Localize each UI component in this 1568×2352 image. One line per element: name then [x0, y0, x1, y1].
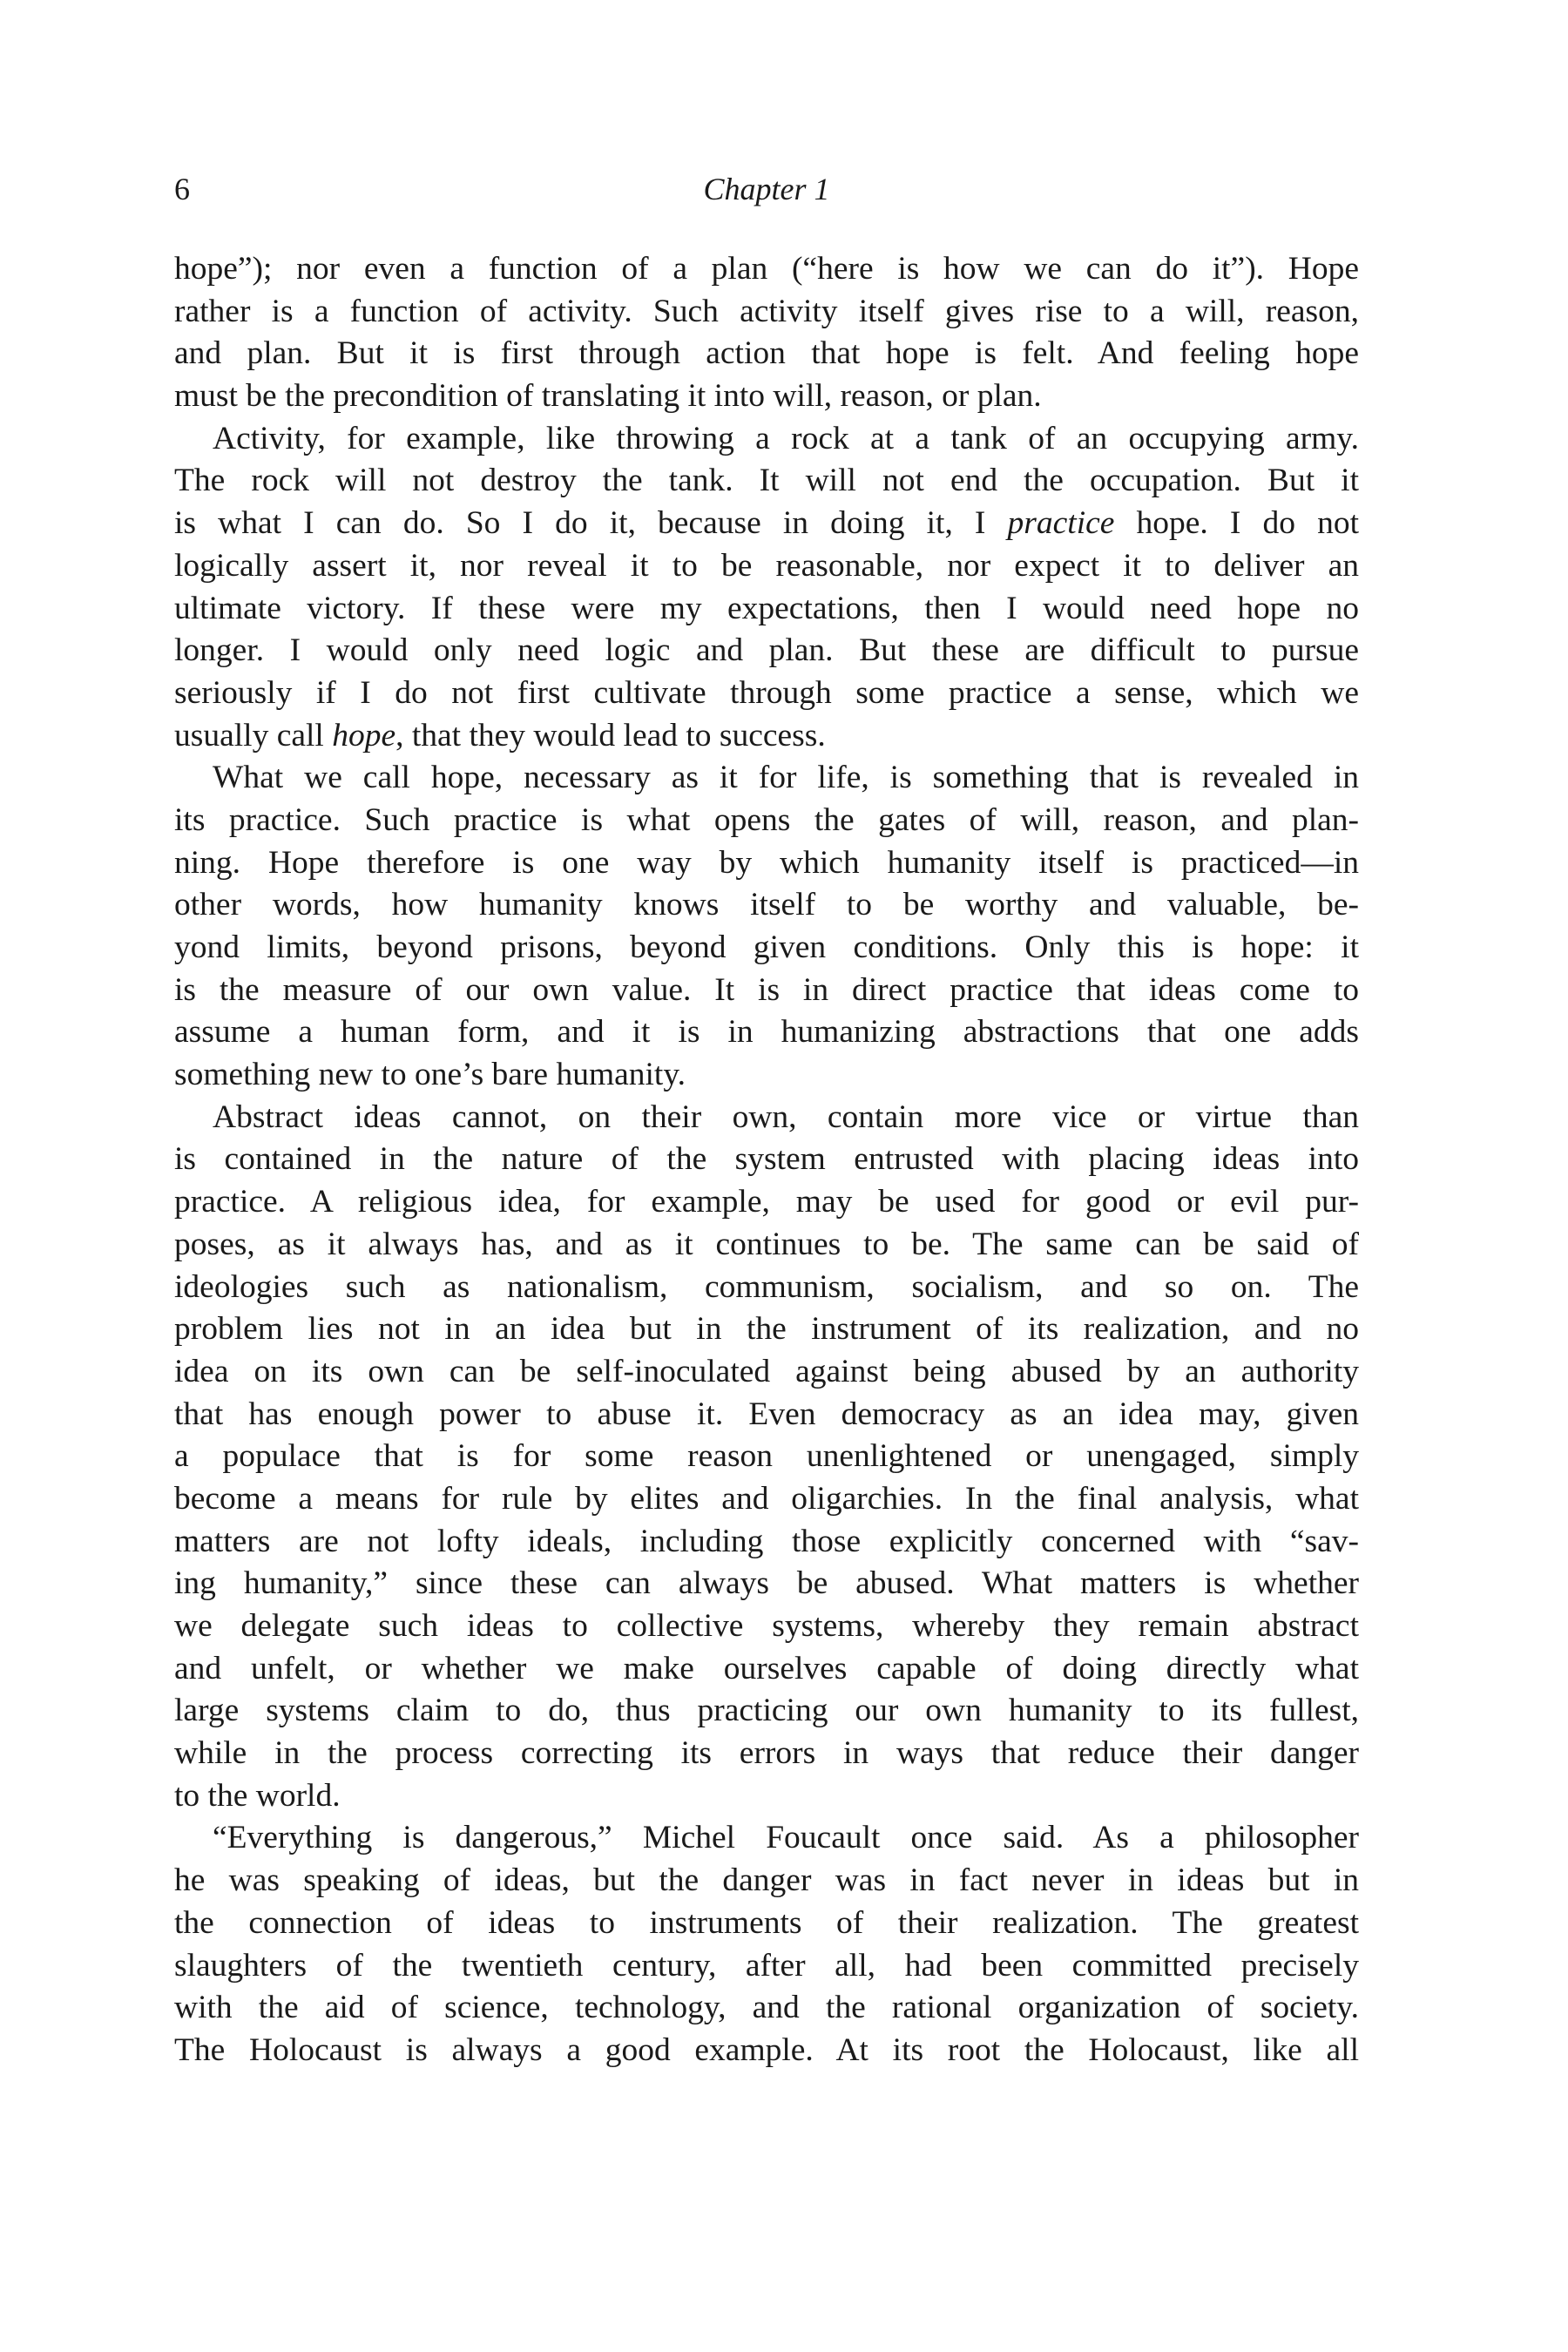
- body-text: [174, 248, 1359, 2072]
- text-segment: idea on its own can be self-inoculated against being abused by an authority: [174, 1353, 1359, 1389]
- page-header: [174, 167, 1359, 211]
- text-line: [174, 1945, 1359, 1988]
- text-line: [174, 1648, 1359, 1691]
- text-segment: a populace that is for some reason unenlightened or unengaged, simply: [174, 1438, 1359, 1475]
- text-line: [174, 1267, 1359, 1309]
- text-segment: while in the process correcting its errors in ways that reduce their danger: [174, 1735, 1359, 1772]
- text-line: [174, 1903, 1359, 1945]
- text-line: [174, 927, 1359, 970]
- text-segment: ultimate victory. If these were my expectations, then I would need hope no: [174, 590, 1359, 626]
- text-segment: slaughters of the twentieth century, after all, had been committed precisely: [174, 1947, 1359, 1984]
- text-line: [174, 715, 1359, 758]
- text-line: [174, 1351, 1359, 1394]
- text-line: [174, 1097, 1359, 1139]
- text-segment: ing humanity,” since these can always be abused. What matters is whether: [174, 1565, 1359, 1602]
- text-line: [174, 2030, 1359, 2072]
- text-line: [174, 672, 1359, 715]
- text-segment: hope”); nor even a function of a plan (“here is how we can do it”). Hope: [174, 251, 1359, 287]
- text-segment: to the world.: [174, 1777, 341, 1814]
- page-number: 6: [174, 172, 190, 206]
- text-segment: longer. I would only need logic and plan. But these are difficult to pursue: [174, 632, 1359, 669]
- text-segment: is what I can do. So I do it, because in doing it, I: [174, 505, 1008, 542]
- text-line: [174, 291, 1359, 334]
- text-line: [174, 1563, 1359, 1605]
- text-line: [174, 1860, 1359, 1903]
- text-segment: is the measure of our own value. It is in direct practice that ideas come to: [174, 971, 1359, 1008]
- text-line: [174, 1987, 1359, 2030]
- text-segment: matters are not lofty ideals, including those explicitly concerned with “sav-: [174, 1523, 1359, 1559]
- text-line: [174, 545, 1359, 588]
- text-line: [174, 1605, 1359, 1648]
- text-segment: problem lies not in an idea but in the instrument of its realization, and no: [174, 1311, 1359, 1348]
- paragraph: [174, 248, 1359, 418]
- text-segment: ning. Hope therefore is one way by which humanity itself is practiced—in: [174, 844, 1359, 881]
- paragraph: [174, 1817, 1359, 2072]
- text-segment: Activity, for example, like throwing a rock at a tank of an occupying army.: [213, 420, 1359, 456]
- text-segment: poses, as it always has, and as it continues to be. The same can be said of: [174, 1226, 1359, 1262]
- text-line: [174, 1775, 1359, 1818]
- text-segment: ideologies such as nationalism, communism, socialism, and so on. The: [174, 1268, 1359, 1305]
- text-segment: practice. A religious idea, for example, may be used for good or evil pur-: [174, 1184, 1359, 1220]
- text-line: [174, 970, 1359, 1012]
- text-line: [174, 800, 1359, 842]
- text-segment: become a means for rule by elites and oligarchies. In the final analysis, what: [174, 1480, 1359, 1517]
- text-line: [174, 1733, 1359, 1775]
- text-segment: logically assert it, nor reveal it to be reasonable, nor expect it to deliver an: [174, 547, 1359, 584]
- text-segment: and plan. But it is first through action that hope is felt. And feeling hope: [174, 335, 1359, 372]
- text-segment: that has enough power to abuse it. Even democracy as an idea may, given: [174, 1396, 1359, 1432]
- text-line: [174, 1521, 1359, 1564]
- text-segment: he was speaking of ideas, but the danger was in fact never in ideas but in: [174, 1862, 1359, 1899]
- text-segment: The Holocaust is always a good example. At its root the Holocaust, like all: [174, 2031, 1359, 2068]
- emphasized-text: hope: [332, 717, 396, 754]
- text-line: [174, 503, 1359, 545]
- text-segment: we delegate such ideas to collective systems, whereby they remain abstract: [174, 1608, 1359, 1644]
- text-segment: is contained in the nature of the system entrusted with placing ideas into: [174, 1141, 1359, 1178]
- text-segment: the connection of ideas to instruments of their realization. The greatest: [174, 1904, 1359, 1941]
- text-segment: with the aid of science, technology, and the rational organization of society.: [174, 1990, 1359, 2026]
- text-segment: must be the precondition of translating it into will, reason, or plan.: [174, 378, 1042, 415]
- text-segment: The rock will not destroy the tank. It will not end the occupation. But it: [174, 463, 1359, 499]
- text-line: [174, 1308, 1359, 1351]
- text-segment: hope. I do not: [1114, 505, 1359, 542]
- paragraph: [174, 757, 1359, 1097]
- text-line: [174, 1817, 1359, 1860]
- text-line: [174, 1139, 1359, 1181]
- text-segment: rather is a function of activity. Such activity itself gives rise to a will, reason,: [174, 293, 1359, 329]
- text-line: [174, 248, 1359, 291]
- text-segment: assume a human form, and it is in humanizing abstractions that one adds: [174, 1014, 1359, 1051]
- text-line: [174, 588, 1359, 631]
- text-segment: large systems claim to do, thus practicing our own humanity to its fullest,: [174, 1693, 1359, 1729]
- text-segment: and unfelt, or whether we make ourselves capable of doing directly what: [174, 1650, 1359, 1686]
- text-line: [174, 1011, 1359, 1054]
- text-line: [174, 1478, 1359, 1521]
- text-line: [174, 1054, 1359, 1097]
- text-line: [174, 375, 1359, 418]
- text-line: [174, 842, 1359, 885]
- text-line: [174, 333, 1359, 375]
- text-segment: usually call: [174, 717, 333, 754]
- text-segment: “Everything is dangerous,” Michel Foucault once said. As a philosopher: [213, 1820, 1359, 1856]
- text-line: [174, 757, 1359, 800]
- text-line: [174, 1181, 1359, 1224]
- text-line: [174, 1690, 1359, 1733]
- text-segment: What we call hope, necessary as it for life, is something that is revealed in: [213, 760, 1359, 796]
- text-line: [174, 418, 1359, 461]
- text-segment: , that they would lead to success.: [395, 717, 826, 754]
- text-line: [174, 1436, 1359, 1478]
- text-line: [174, 460, 1359, 503]
- emphasized-text: practice: [1007, 505, 1115, 542]
- paragraph: [174, 418, 1359, 758]
- paragraph: [174, 1097, 1359, 1818]
- text-segment: other words, how humanity knows itself to be worthy and valuable, be-: [174, 887, 1359, 923]
- text-segment: something new to one’s bare humanity.: [174, 1057, 686, 1093]
- running-head: Chapter 1: [703, 172, 830, 206]
- text-line: [174, 1224, 1359, 1267]
- text-segment: Abstract ideas cannot, on their own, contain more vice or virtue than: [213, 1098, 1359, 1135]
- text-segment: its practice. Such practice is what opens the gates of will, reason, and plan-: [174, 801, 1359, 838]
- text-line: [174, 884, 1359, 927]
- text-line: [174, 1394, 1359, 1436]
- text-segment: yond limits, beyond prisons, beyond given conditions. Only this is hope: it: [174, 929, 1359, 965]
- text-line: [174, 630, 1359, 672]
- text-segment: seriously if I do not first cultivate through some practice a sense, which we: [174, 674, 1359, 711]
